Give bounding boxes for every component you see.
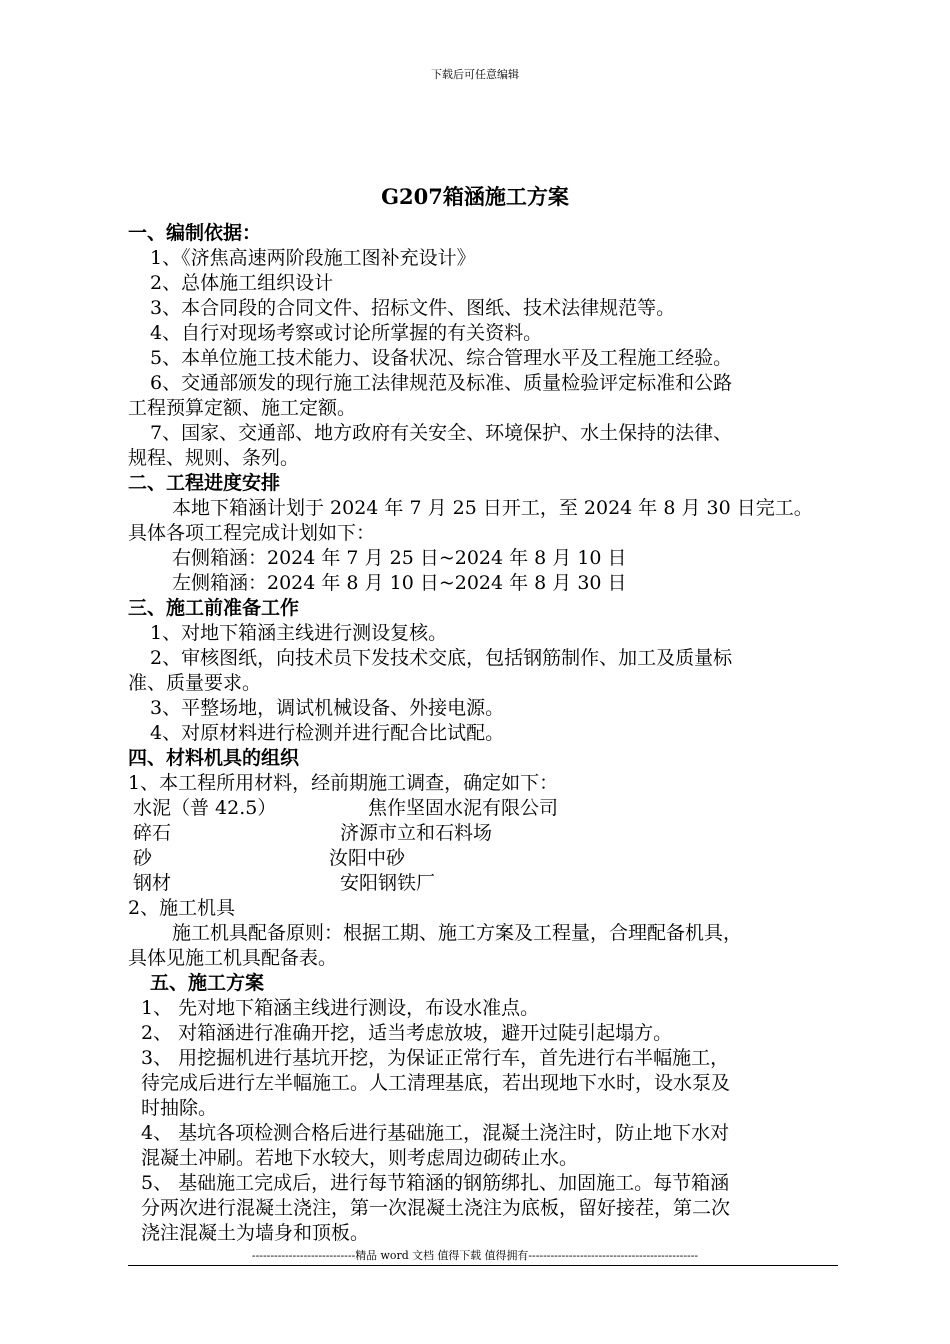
section-4-heading: 四、材料机具的组织 xyxy=(128,747,300,769)
s2-para-line-1: 本地下箱涵计划于 2024 年 7 月 25 日开工，至 2024 年 8 月 30 日完工。 xyxy=(172,497,813,519)
section-1-heading: 一、编制依据： xyxy=(128,222,262,244)
material-name: 水泥（普 42.5） xyxy=(133,797,277,819)
s1-item-7-line-2: 规程、规则、条列。 xyxy=(128,447,300,469)
s4-machines-line-2: 具体见施工机具配备表。 xyxy=(128,947,338,969)
s3-item-4: 4、对原材料进行检测并进行配合比试配。 xyxy=(150,722,505,744)
material-source: 济源市立和石料场 xyxy=(340,822,493,844)
s4-machines-line-1: 施工机具配备原则：根据工期、施工方案及工程量，合理配备机具， xyxy=(172,922,743,944)
s1-item-3: 3、本合同段的合同文件、招标文件、图纸、技术法律规范等。 xyxy=(150,297,676,319)
material-name: 钢材 xyxy=(133,872,172,894)
page-footer: ----------------------------精品 word 文档 值得下载 值得拥有---------------------------------------------- xyxy=(251,1249,699,1262)
section-3-heading: 三、施工前准备工作 xyxy=(128,597,300,619)
s1-item-6-line-1: 6、交通部颁发的现行施工法律规范及标准、质量检验评定标准和公路 xyxy=(150,372,733,394)
s1-item-6-line-2: 工程预算定额、施工定额。 xyxy=(128,397,357,419)
s2-para-line-2: 具体各项工程完成计划如下： xyxy=(128,522,376,544)
s1-item-5: 5、本单位施工技术能力、设备状况、综合管理水平及工程施工经验。 xyxy=(150,347,733,369)
s5-item-5-line-2: 分两次进行混凝土浇注，第一次混凝土浇注为底板，留好接茬，第二次 xyxy=(141,1197,731,1219)
material-source: 焦作坚固水泥有限公司 xyxy=(368,797,559,819)
s5-item-1: 1、 先对地下箱涵主线进行测设，布设水准点。 xyxy=(141,997,540,1019)
s4-materials-intro: 1、本工程所用材料，经前期施工调查，确定如下： xyxy=(128,772,559,794)
s1-item-7-line-1: 7、国家、交通部、地方政府有关安全、环境保护、水土保持的法律、 xyxy=(150,422,733,444)
s4-machines-heading: 2、施工机具 xyxy=(128,897,236,919)
s5-item-5-line-3: 浇注混凝土为墙身和顶板。 xyxy=(141,1222,370,1244)
footer-rule xyxy=(128,1265,838,1266)
s1-item-2: 2、总体施工组织设计 xyxy=(150,272,334,294)
s5-item-3-line-3: 时抽除。 xyxy=(141,1097,218,1119)
s3-item-3: 3、平整场地，调试机械设备、外接电源。 xyxy=(150,697,505,719)
s3-item-2-line-1: 2、审核图纸，向技术员下发技术交底，包括钢筋制作、加工及质量标 xyxy=(150,647,733,669)
section-2-heading: 二、工程进度安排 xyxy=(128,472,281,494)
page-header: 下载后可任意编辑 xyxy=(431,68,519,81)
s3-item-2-line-2: 准、质量要求。 xyxy=(128,672,262,694)
document-title: G207箱涵施工方案 xyxy=(381,184,569,209)
s2-left-culvert: 左侧箱涵：2024 年 8 月 10 日~2024 年 8 月 30 日 xyxy=(172,572,627,594)
s1-item-1: 1、《济焦高速两阶段施工图补充设计》 xyxy=(150,247,476,269)
section-5-heading: 五、施工方案 xyxy=(150,972,265,994)
s1-item-4: 4、自行对现场考察或讨论所掌握的有关资料。 xyxy=(150,322,543,344)
s3-item-1: 1、对地下箱涵主线进行测设复核。 xyxy=(150,622,448,644)
s5-item-3-line-1: 3、 用挖掘机进行基坑开挖，为保证正常行车，首先进行右半幅施工， xyxy=(141,1047,730,1069)
s5-item-4-line-2: 混凝土冲刷。若地下水较大，则考虑周边砌砖止水。 xyxy=(141,1147,579,1169)
material-name: 碎石 xyxy=(133,822,172,844)
s2-right-culvert: 右侧箱涵：2024 年 7 月 25 日~2024 年 8 月 10 日 xyxy=(172,547,627,569)
material-source: 安阳钢铁厂 xyxy=(340,872,436,894)
s5-item-3-line-2: 待完成后进行左半幅施工。人工清理基底，若出现地下水时，设水泵及 xyxy=(141,1072,731,1094)
material-source: 汝阳中砂 xyxy=(329,847,406,869)
material-name: 砂 xyxy=(133,847,153,869)
s5-item-4-line-1: 4、 基坑各项检测合格后进行基础施工，混凝土浇注时，防止地下水对 xyxy=(141,1122,730,1144)
s5-item-2: 2、 对箱涵进行准确开挖，适当考虑放坡，避开过陡引起塌方。 xyxy=(141,1022,673,1044)
s5-item-5-line-1: 5、 基础施工完成后，进行每节箱涵的钢筋绑扎、加固施工。每节箱涵 xyxy=(141,1172,730,1194)
